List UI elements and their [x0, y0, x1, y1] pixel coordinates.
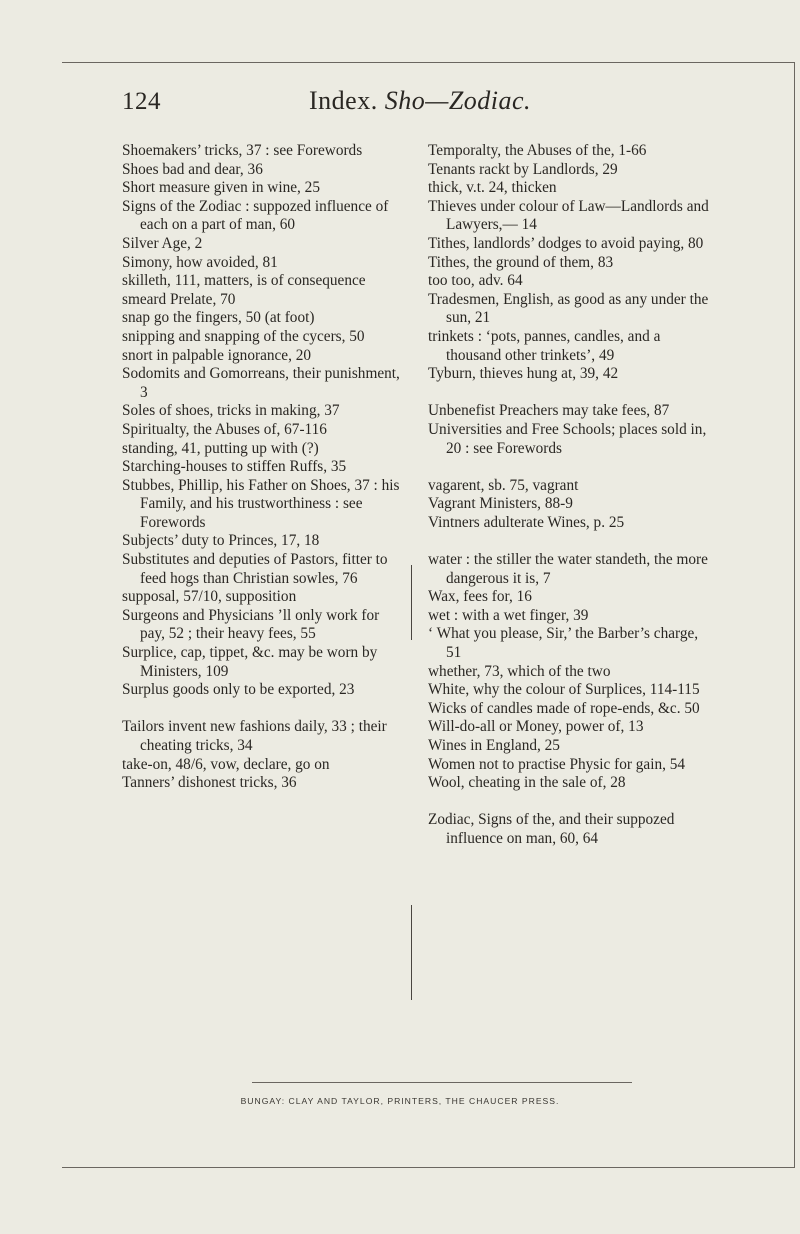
- index-entry: Short measure given in wine, 25: [122, 179, 320, 197]
- column-rule-lower: [411, 905, 412, 1000]
- index-entry: Substitutes and deputies of Pastors, fitter to feed hogs than Christian sowles, 76: [122, 551, 388, 587]
- index-entry: snap go the fingers, 50 (at foot): [122, 309, 315, 327]
- index-entry: Starching-houses to stiffen Ruffs, 35: [122, 458, 347, 476]
- index-entry: Tyburn, thieves hung at, 39, 42: [428, 365, 619, 383]
- index-entry: Wicks of candles made of rope-ends, &c. 50: [428, 699, 700, 717]
- index-entry: snort in palpable ignorance, 20: [122, 346, 312, 364]
- index-column-left: [122, 142, 404, 793]
- index-entry: Wax, fees for, 16: [428, 588, 532, 606]
- index-entry: standing, 41, putting up with (?): [122, 439, 319, 457]
- footer-rule: [252, 1082, 632, 1083]
- index-entry: take-on, 48/6, vow, declare, go on: [122, 755, 330, 773]
- index-entry: Shoemakers’ tricks, 37 : see Forewords: [122, 142, 363, 159]
- index-entry: ‘ What you please, Sir,’ the Barber’s charge, 51: [428, 625, 699, 662]
- index-entry: Universities and Free Schools; places sold in, 20 : see Forewords: [428, 420, 707, 457]
- index-entry: Tithes, landlords’ dodges to avoid paying, 80: [428, 234, 704, 252]
- index-entry: White, why the colour of Surplices, 114-115: [428, 681, 700, 699]
- index-entry: Signs of the Zodiac : suppozed influence of each on a part of man, 60: [122, 197, 389, 234]
- index-entry: Tailors invent new fashions daily, 33 ; their cheating tricks, 34: [122, 718, 387, 754]
- index-column-right: [428, 142, 710, 849]
- index-entry: Spiritualty, the Abuses of, 67-116: [122, 420, 327, 438]
- printer-imprint: BUNGAY: CLAY AND TAYLOR, PRINTERS, THE CHAUCER PRESS.: [240, 1096, 560, 1106]
- column-rule-upper: [411, 565, 412, 640]
- index-entry: Surplus goods only to be exported, 23: [122, 681, 355, 699]
- index-entry: Thieves under colour of Law—Landlords and Lawyers,— 14: [428, 197, 709, 234]
- index-entry: snipping and snapping of the cycers, 50: [122, 327, 365, 345]
- page-number: 124: [122, 88, 161, 115]
- index-entry: smeard Prelate, 70: [122, 290, 236, 308]
- running-header: [122, 86, 682, 126]
- index-entry: Tradesmen, English, as good as any under the sun, 21: [428, 290, 709, 327]
- index-entry: Subjects’ duty to Princes, 17, 18: [122, 532, 320, 550]
- index-entry: vagarent, sb. 75, vagrant: [428, 476, 579, 494]
- index-entry: Wines in England, 25: [428, 737, 560, 754]
- index-entry: wet : with a wet finger, 39: [428, 606, 589, 624]
- index-entry: Unbenefist Preachers may take fees, 87: [428, 402, 670, 420]
- index-entry: Women not to practise Physic for gain, 54: [428, 755, 686, 773]
- index-entry: too too, adv. 64: [428, 272, 523, 290]
- title-range: Sho—Zodiac.: [384, 86, 532, 115]
- index-entry: whether, 73, which of the two: [428, 662, 611, 680]
- index-entry: thick, v.t. 24, thicken: [428, 179, 557, 197]
- index-entry: Vintners adulterate Wines, p. 25: [428, 513, 625, 531]
- index-entry: Tenants rackt by Landlords, 29: [428, 160, 618, 178]
- index-entry: Tanners’ dishonest tricks, 36: [122, 774, 297, 792]
- index-entry: Vagrant Ministers, 88-9: [428, 495, 573, 513]
- index-entry: Tithes, the ground of them, 83: [428, 253, 614, 271]
- index-entry: Wool, cheating in the sale of, 28: [428, 774, 626, 792]
- index-entry: Silver Age, 2: [122, 234, 203, 252]
- index-entry: Sodomits and Gomorreans, their punishment, 3: [122, 365, 400, 401]
- index-entry: Soles of shoes, tricks in making, 37: [122, 402, 340, 420]
- index-entry: trinkets : ‘pots, pannes, candles, and a thousand other trinkets’, 49: [428, 327, 661, 364]
- index-entry: Stubbes, Phillip, his Father on Shoes, 37 : his Family, and his trustworthiness : see Forewords: [122, 476, 400, 531]
- index-entry: Will-do-all or Money, power of, 13: [428, 718, 644, 736]
- index-entry: water : the stiller the water standeth, the more dangerous it is, 7: [428, 551, 708, 587]
- index-entry: Surgeons and Physicians ’ll only work for pay, 52 ; their heavy fees, 55: [122, 606, 380, 643]
- title-prefix: Index.: [309, 86, 378, 115]
- index-entry: Zodiac, Signs of the, and their suppozed influence on man, 60, 64: [428, 811, 675, 847]
- running-title: [309, 86, 531, 116]
- index-entry: Temporalty, the Abuses of the, 1-66: [428, 142, 647, 159]
- index-entry: Simony, how avoided, 81: [122, 253, 278, 271]
- index-entry: supposal, 57/10, supposition: [122, 588, 297, 606]
- index-entry: Surplice, cap, tippet, &c. may be worn by Ministers, 109: [122, 644, 378, 680]
- index-entry: skilleth, 111, matters, is of consequence: [122, 272, 366, 290]
- index-entry: Shoes bad and dear, 36: [122, 160, 263, 178]
